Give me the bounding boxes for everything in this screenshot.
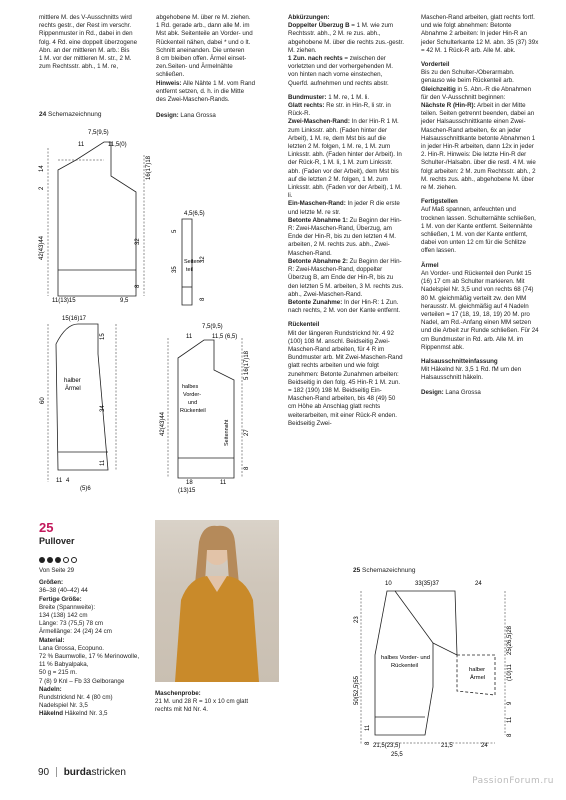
text-line: 7 (8) 9 Knl – Fb 33 Gelborange	[39, 677, 125, 685]
sleeve-label-1: halber	[64, 378, 81, 384]
design-text: Lana Grossa	[443, 388, 481, 396]
model-photo	[155, 520, 279, 682]
paragraph: Mit Häkelnd Nr. 3,5 1 Rd. fM um den Halsausschnitt häkeln.	[421, 366, 522, 382]
dim-label: (5)6	[80, 486, 91, 492]
para-head: Glatt rechts:	[288, 102, 325, 110]
brand-bold: burda	[63, 767, 92, 778]
dim-label: 11	[100, 459, 106, 466]
dim-label: 11	[56, 478, 63, 484]
design-text: Lana Grossa	[178, 112, 216, 120]
footer-divider	[56, 767, 57, 777]
section-title: Ärmel	[421, 261, 439, 269]
para-text: in 5. Abn.-R die Abnahmen für den V-Ausschnitt beginnen:	[421, 85, 532, 101]
para-head: Ein-Maschen-Rand:	[288, 200, 346, 208]
para-head: Betonte Abnahme 1:	[288, 216, 348, 224]
diagram24-title-text: Schemazeichnung	[48, 111, 102, 118]
dim-label: 7,5(9,5)	[202, 324, 223, 330]
text-line: zum Rechtsstr. abh., 1 M. re,	[39, 63, 119, 71]
diagram25-title	[353, 567, 416, 574]
text-line: entfernt setzen, d. h. in die Mitte	[156, 87, 245, 95]
difficulty-rating	[39, 550, 79, 558]
text-line: Mst abk. Seitenteile an Vorder- und	[156, 30, 253, 38]
body-label-1: halbes	[182, 384, 199, 390]
text-line: rechts mit Nd Nr. 4.	[155, 706, 208, 714]
dim-label: 4,5(6,5)	[184, 211, 205, 217]
dim-label: 24	[481, 743, 488, 749]
text-line: Rippenmuster in Rd., dabei in den	[39, 30, 133, 38]
design-label: Design:	[156, 112, 179, 120]
para-text: = 1 M. wie zum Rechtsstr. abh., 2 M. re zus. abh., abgehobene M. über die rechts zus.-gestr. M. ziehen.	[288, 22, 404, 54]
text-line: abgehobene M. über re M. ziehen.	[156, 14, 251, 21]
abbr-title: Abkürzungen:	[288, 14, 330, 21]
crochet-label: Häkelnd	[39, 710, 64, 718]
body-label-2: Vorder-	[183, 392, 202, 398]
diagram24-number: 24	[39, 111, 47, 118]
dim-label: 5	[172, 229, 178, 233]
para-head: Nächste R (Hin-R):	[421, 102, 476, 110]
section-title: Fertigstellen	[421, 198, 458, 206]
diagram25-title-text: Schemazeichnung	[362, 567, 416, 574]
paragraph	[288, 118, 404, 200]
dim-label: 4	[66, 478, 70, 484]
pattern-number: 25	[39, 520, 54, 535]
pattern-name: Pullover	[39, 536, 75, 546]
design-line	[421, 389, 539, 397]
text-line: folg. 4 Rd. eine doppelt überzogene	[39, 38, 138, 46]
dim-label: 15(16)17	[62, 316, 87, 322]
dim-label: 8	[365, 741, 371, 745]
page-number: 90	[38, 767, 50, 778]
dim-label: 11	[365, 724, 371, 731]
text-line: Rückenteil nähen, dabei * und o lt.	[156, 38, 251, 46]
para-head: Bundmuster:	[288, 93, 327, 101]
col1-top-text	[39, 14, 151, 71]
text-line: 11 % Babyalpaka,	[39, 661, 89, 669]
dim-label: 11	[186, 334, 193, 340]
sleeve-label-2: Ärmel	[65, 386, 81, 392]
pattern25-header	[39, 521, 79, 558]
gauge-label: Maschenprobe:	[155, 690, 201, 697]
dot-filled	[47, 557, 53, 563]
text-line: Rundstricknd Nr. 4 (80 cm)	[39, 694, 113, 702]
page-footer	[38, 767, 126, 778]
dim-label: 24	[475, 581, 482, 587]
paragraph	[421, 102, 539, 192]
para-head: Betonte Zunahme:	[288, 298, 343, 306]
text-line: 1 M. vor der mittleren M. str., 2 M.	[39, 55, 132, 63]
dim-label: 25(26,5)28	[507, 625, 513, 655]
paragraph	[288, 102, 404, 118]
hint-label: Hinweis:	[156, 79, 182, 87]
para-head: Gleichzeitig	[421, 85, 456, 93]
text-line: schließen.	[156, 71, 185, 79]
text-line: des Zwei-Maschen-Rands.	[156, 96, 230, 104]
body-label-2: Rückenteil	[391, 663, 419, 669]
dim-label: 42(43)44	[39, 235, 45, 260]
diagram24-side-panel	[168, 205, 228, 315]
dim-label: 32	[135, 238, 141, 245]
para-text: In der Hin-R: 1 Zun. nach rechts, 2 M. von der Kante entfernt.	[288, 298, 401, 315]
dim-label: 23	[354, 616, 360, 623]
text-line: Lana Grossa, Ecopuno.	[39, 644, 105, 652]
paragraph	[288, 94, 404, 102]
text-line: 72 % Baumwolle, 17 % Merinowolle,	[39, 653, 140, 661]
dim-label: 9,5	[120, 298, 129, 304]
hint-line	[156, 80, 274, 88]
dim-label: 15	[100, 333, 106, 340]
needles-label: Nadeln:	[39, 685, 62, 693]
section-title: Halsausschnitteinfassung	[421, 357, 498, 365]
dim-label: 11	[507, 716, 513, 723]
sizes: 36–38 (40–42) 44	[39, 587, 88, 595]
diagram25-number: 25	[353, 567, 361, 574]
para-text: Zu Beginn der Hin-R: Zwei-Maschen-Rand, Überzug, am Ende der Hin-R, bis zu den letzten 4 M. arbeiten, 2 M. rechts zus. abh., Zwei-Maschen-Rand.	[288, 216, 402, 257]
paragraph	[288, 22, 404, 55]
dim-label: 10	[385, 581, 392, 587]
dim-label: 8	[507, 733, 513, 737]
text-line: mittlere M. des V-Ausschnitts wird	[39, 14, 132, 21]
text-line: Länge: 73 (75,5) 78 cm	[39, 620, 103, 628]
dot-empty	[63, 557, 69, 563]
col2-text	[156, 14, 274, 120]
dim-label: 21,5	[441, 743, 453, 749]
paragraph: An Vorder- und Rückenteil den Punkt 15 (16) 17 cm ab Schulter markieren. Mit Nadelspiel Nr. 3,5 und von rechts 68 (74) 80 M. gleichmäßig verteilt zw. den MM herausstr. M. gleichmäßig auf 4 Nadeln verteilen = 17 (18, 19, 18, 19) 20 M. pro Nadel, am Rd.-Anfang einen MM setzen und die Arbeit zur Runde schließen. Für 24 cm Bundmuster in Rd. arb. Alle M. im Rippenmst abk.	[421, 269, 539, 351]
dim-label: 27	[244, 429, 250, 436]
diagram24-body	[36, 120, 156, 305]
paragraph	[288, 55, 404, 88]
para-text: Re str. in Hin-R, li str. in Rück-R.	[288, 102, 391, 118]
text-line: 8 cm bleiben offen. Ärmel einset-	[156, 55, 247, 63]
sleeve-outline	[56, 324, 108, 470]
dim-label: 9	[507, 701, 513, 705]
dim-label: 21,5(23,5)	[373, 743, 401, 749]
dim-label: 11(13)15	[52, 298, 76, 304]
body-label-4: Rückenteil	[180, 408, 206, 414]
dim-label: 8	[135, 284, 141, 288]
text-line: Schnitt aneinanden. Die unteren	[156, 46, 245, 54]
text-line: zen.Seiten- und Ärmelnähte	[156, 63, 233, 71]
text-line: 1 Rd. gerade arb., dann alle M. im	[156, 22, 250, 30]
photo-illustration	[155, 520, 279, 682]
dim-label: 8	[200, 297, 206, 301]
dim-label: 32	[200, 256, 206, 263]
dim-label: 42(43)44	[160, 411, 166, 436]
dim-label: 16(17)18	[146, 155, 152, 180]
paragraph	[288, 258, 404, 299]
dim-label: (10)11	[507, 664, 513, 681]
dim-label: 25,5	[391, 752, 403, 758]
finished-label: Fertige Größe:	[39, 595, 82, 603]
col4-text	[421, 14, 539, 397]
sleeve-label-1: halber	[469, 667, 486, 673]
watermark: PassionForum.ru	[472, 776, 554, 786]
sleeve-label-2: Ärmel	[470, 675, 486, 681]
dim-label: 2	[39, 186, 45, 190]
crochet-text: Häkelnd Nr. 3,5	[63, 710, 108, 718]
para-text: In jeder R die erste und letzte M. re str.	[288, 200, 400, 216]
diagram24-title	[39, 111, 102, 118]
body-outline	[58, 142, 136, 296]
diagram24-front-back	[156, 318, 256, 496]
side-label-2: teil	[186, 267, 194, 273]
para-text: 1 M. re, 1 M. li.	[326, 93, 370, 101]
dim-label: 34	[100, 405, 106, 412]
dim-label: 7,5(9,5)	[88, 130, 109, 136]
text-line: 50 g = 215 m.	[39, 669, 78, 677]
dim-label: 11	[78, 142, 85, 148]
dot-filled	[39, 557, 45, 563]
para-text: Arbeit in der Mitte teilen. Seiten getrennt beenden, dabei an jeder Halsausschnittkante einen Zwei-Maschen-Rand arbeiten, 6x an jeder Halsausschnittkante betonte Abnahmen 1 in jeder Hin-R arbeiten, dann 12x in jeder 2. Hin-R. Hinweis: Die letzte Hin-R der Schulter-/Halsabn. über die restl. 4 M. wie folgt arbeiten: 2 M. zum Rechtsstr. abh., 2 M. rechts zus. abh., abgehobene M. über re M. ziehen.	[421, 102, 536, 192]
text-line: Abn. an der mittleren M. arb.: Bis	[39, 46, 130, 54]
dim-label: 8	[244, 466, 250, 470]
from-page: Von Seite 29	[39, 567, 75, 574]
dim-label: 33(35)37	[415, 581, 440, 587]
dim-label: 11	[220, 480, 227, 486]
sizes-label: Größen:	[39, 579, 64, 587]
yoke-outline	[395, 591, 457, 655]
para-head: Doppelter Überzug B	[288, 22, 350, 30]
diagram24-sleeve	[36, 312, 131, 502]
dim-label: 5 16(17)18	[244, 350, 250, 380]
paragraph	[288, 200, 404, 216]
body-label-1: halbes Vorder- und	[381, 655, 430, 661]
text-line: 21 M. und 28 R = 10 x 10 cm glatt	[155, 698, 249, 706]
para-text: In der Hin-R 1 M. zum Linksstr. abh. (Faden hinter der Arbeit), 1 M. re, dem Mst bis auf die letzten 2 M. folgen, 1 M. re, 1 M. zum Linksstr. abh. (Faden hinter der Arbeit). In der Rück-R, 1 M. li, 1 M. zum Linksstr. abh. (Faden vor der Arbeit), dem Mst bis auf die letzten 2 M. folgen, 1 M. zum Linksstr. abh. (Faden vor der Arbeit), 1 M. li.	[288, 118, 402, 200]
gauge-block	[155, 690, 280, 715]
hint-text: Alle Nähte 1 M. vom Rand	[181, 79, 256, 87]
section-title: Vorderteil	[421, 61, 450, 69]
diagram25	[345, 575, 555, 760]
text-line: Breite (Spannweite):	[39, 603, 96, 611]
material-label: Material:	[39, 636, 65, 644]
pattern25-details	[39, 567, 151, 719]
section-title: Rückenteil	[288, 321, 320, 329]
dim-label: 35	[172, 266, 178, 273]
paragraph	[288, 299, 404, 315]
paragraph: Mit der längeren Rundstricknd Nr. 4 92 (100) 108 M. anschl. Beidseitig Zwei-Maschen-Rand arbeiten, für 4 R im Bundmuster arb. Mit Zwei-Maschen-Rand glatt rechts arbeiten und wie folgt zunehmen: Betonte Zunahmen arbeiten: Beidseitig in den folg. 45 Hin-R 1 M. zun. = 182 (190) 198 M. Beidseitig Ein-Maschen-Rand arbeiten, bis 48 (49) 50 cm Höhe ab Anschlag glatt rechts weiterarbeiten, mit einer Rück-R enden. Beidseitig Zwei-	[288, 329, 403, 427]
para-head: Betonte Abnahme 2:	[288, 257, 348, 265]
seam-label: Seitennaht	[224, 419, 230, 446]
text-line: rechts gestr., der Rest im verschr.	[39, 22, 132, 30]
para-head: Zwei-Maschen-Rand:	[288, 118, 350, 126]
body-label-3: und	[188, 400, 198, 406]
design-label: Design:	[421, 388, 444, 396]
dim-label: 18	[186, 480, 193, 486]
dot-filled	[55, 557, 61, 563]
dim-label: (13)15	[178, 488, 196, 494]
paragraph: Bis zu den Schulter-/Oberarmabn. genauso wie beim Rückenteil arb.	[421, 69, 515, 85]
dim-label: 50(52,5)55	[354, 675, 360, 705]
paragraph	[421, 86, 539, 102]
dim-label: 14	[39, 165, 45, 172]
text-line: Nadelspiel Nr. 3,5	[39, 702, 88, 710]
side-label-1: Seiten-	[184, 259, 202, 265]
paragraph: Auf Maß spannen, anfeuchten und trocknen lassen. Schulternähte schließen, 1 M. von der Kante entfernt. Seitennähte schließen, 1 M. von der Kante entfernt, dabei von unten 12 cm für die Schlitze offen lassen.	[421, 206, 536, 255]
paragraph: Maschen-Rand arbeiten, glatt rechts fortf. und wie folgt abnehmen: Betonte Abnahme 2 arbeiten: In jeder Hin-R an jeder Schulterkante 12 M. abn. 35 (37) 39x = 42 M. 1 Rück-R arb. Alle M. abk.	[421, 14, 539, 54]
para-text: = zwischen der vorletzten und der vorhergehenden M. von hinten nach vorne einstechen, Querfd. aufnehmen und rechts abstr.	[288, 55, 393, 87]
text-line: 134 (138) 142 cm	[39, 612, 88, 620]
col3-text	[288, 14, 404, 428]
brand-light: stricken	[91, 767, 126, 778]
para-text: Zu Beginn der Hin-R: Zwei-Maschen-Rand, doppelter Überzug B, am Ende der Hin-R, bis zu den letzten 5 M. arbeiten, 3 M. rechts zus. abh., Zwei-Maschen-Rand.	[288, 257, 404, 298]
dim-label: 60	[40, 397, 46, 404]
paragraph	[288, 217, 404, 258]
text-line: Ärmellänge: 24 (24) 24 cm	[39, 628, 112, 636]
dim-label: 11,5(0)	[108, 142, 127, 148]
dot-empty	[71, 557, 77, 563]
design-line	[156, 112, 274, 120]
para-head: 1 Zun. nach rechts	[288, 55, 343, 63]
dim-label: 11,5 (6,5)	[212, 334, 238, 340]
